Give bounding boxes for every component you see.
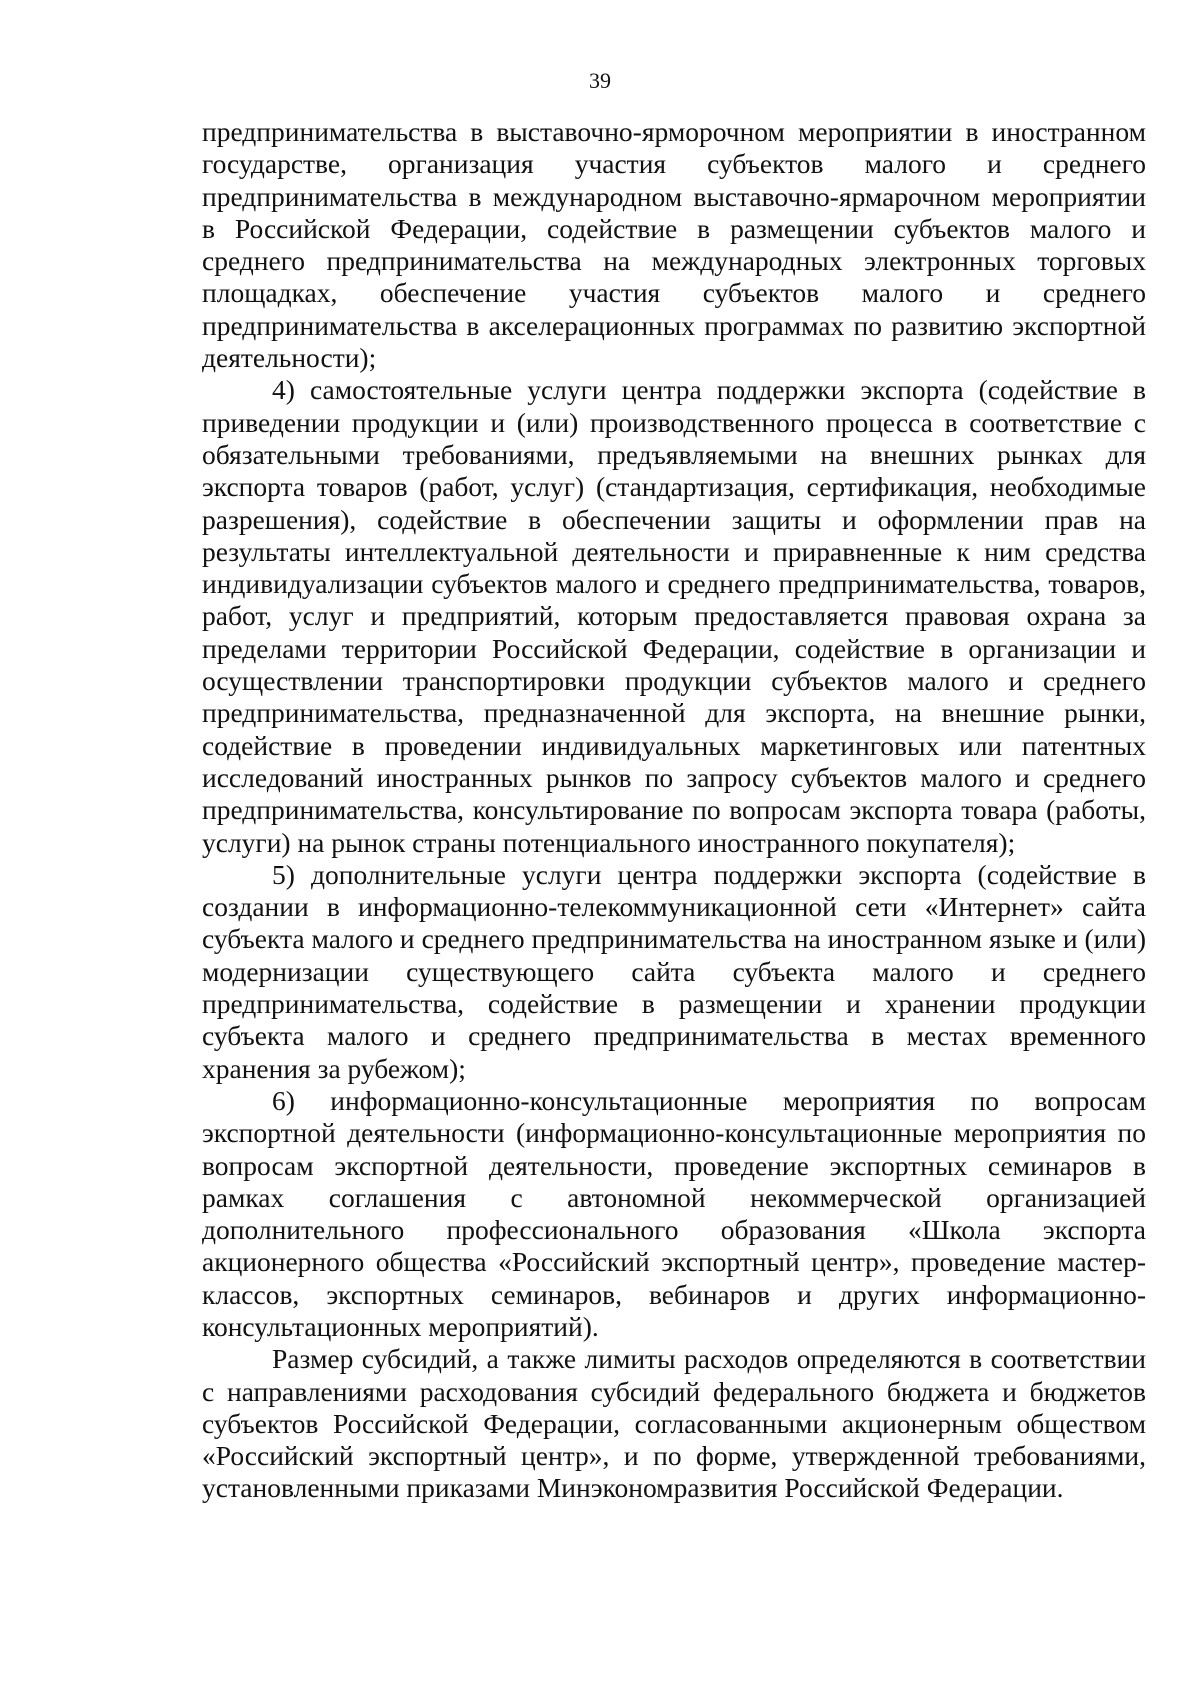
paragraph-item-5: 5) дополнительные услуги центра поддержки экспорта (содействие в создании в информационно-телекоммуникационной сети «Интернет» сайта субъекта малого и среднего предпринимательства на иностранном языке и (или) модернизации существующего сайта субъекта малого и среднего предпринимательства, содействие в размещении и хранении продукции субъекта малого и среднего предпринимательства в местах временного хранения за рубежом); [202,858,1146,1084]
paragraph-item-4: 4) самостоятельные услуги центра поддержки экспорта (содействие в приведении продукции и (или) производственного процесса в соответствие с обязательными требованиями, предъявляемыми на внешних рынках для экспорта товаров (работ, услуг) (стандартизация, сертификация, необходимые разрешения), содействие в обеспечении защиты и оформлении прав на результаты интеллектуальной деятельности и приравненные к ним средства индивидуализации субъектов малого и среднего предпринимательства, товаров, работ, услуг и предприятий, которым предоставляется правовая охрана за пределами территории Российской Федерации, содействие в организации и осуществлении транспортировки продукции субъектов малого и среднего предпринимательства, предназначенной для экспорта, на внешние рынки, содействие в проведении индивидуальных маркетинговых или патентных исследований иностранных рынков по запросу субъектов малого и среднего предпринимательства, консультирование по вопросам экспорта товара (работы, услуги) на рынок страны потенциального иностранного покупателя); [202,374,1146,858]
paragraph-continuation: предпринимательства в выставочно-ярморочном мероприятии в иностранном государстве, организация участия субъектов малого и среднего предпринимательства в международном выставочно-ярмарочном мероприятии в Российской Федерации, содействие в размещении субъектов малого и среднего предпринимательства на международных электронных торговых площадках, обеспечение участия субъектов малого и среднего предпринимательства в акселерационных программах по развитию экспортной деятельности); [202,116,1146,374]
paragraph-subsidy-size: Размер субсидий, а также лимиты расходов определяются в соответствии с направлениями расходования субсидий федерального бюджета и бюджетов субъектов Российской Федерации, согласованными акционерным обществом «Российский экспортный центр», и по форме, утвержденной требованиями, установленными приказами Минэкономразвития Российской Федерации. [202,1343,1146,1504]
page-number: 39 [589,68,611,93]
paragraph-item-6: 6) информационно-консультационные мероприятия по вопросам экспортной деятельности (информационно-консультационные мероприятия по вопросам экспортной деятельности, проведение экспортных семинаров в рамках соглашения с автономной некоммерческой организацией дополнительного профессионального образования «Школа экспорта акционерного общества «Российский экспортный центр», проведение мастер-классов, экспортных семинаров, вебинаров и других информационно-консультационных мероприятий). [202,1084,1146,1342]
document-body [202,116,1146,1505]
